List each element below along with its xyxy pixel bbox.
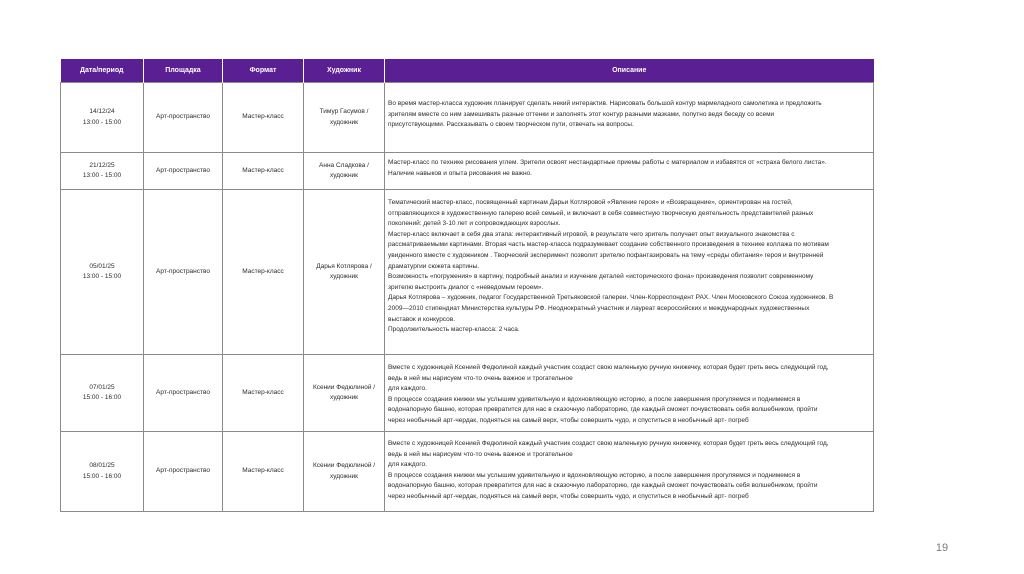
venue-cell: Арт-пространство bbox=[144, 83, 223, 153]
venue-cell: Арт-пространство bbox=[144, 355, 223, 432]
description-line: В процессе создания книжки мы услышим удивительную и вдохновляющую историю, а после завершения прогуляемся и поднимемся в bbox=[388, 395, 801, 403]
description-line: рассматриваемыми картинами. Вторая часть мастер-класса подразумевает создание собственного произведения в технике коллажа по мотивам bbox=[388, 241, 829, 249]
table-row bbox=[61, 432, 874, 512]
description-line: 2009—2010 стипендиат Министерства культуры РФ. Неоднократный участник и лауреат всероссийских и международных художественных bbox=[388, 304, 810, 312]
date-cell bbox=[61, 355, 144, 432]
description-line: для каждого. bbox=[388, 385, 427, 393]
description-line: увиденного вместе с художником . Творческий эксперимент позволит зрителю пофантазировать на тему «среды обитания» героя и внутренней bbox=[388, 251, 824, 259]
date: 21/12/25 bbox=[89, 161, 115, 169]
description-cell bbox=[385, 432, 874, 512]
artist-cell bbox=[304, 83, 385, 153]
time: 15:00 - 16:00 bbox=[82, 394, 122, 401]
date-cell bbox=[61, 190, 144, 355]
description-line: ведь в ней мы нарисуем что-то очень важное и трогательное bbox=[388, 374, 573, 382]
description-line: Тематический мастер-класс, посвященный картинам Дарьи Котляровой «Явление героя» и «Возвращение», ориентирован на гостей, bbox=[388, 199, 793, 206]
description-line: присутствующими. Рассказывать о своем творческом пути, отвечать на вопросы. bbox=[388, 121, 634, 129]
description-line: Мастер-класс включает в себя два этапа: интерактивный игровой, в результате чего зритель получает опыт визуального знакомства с bbox=[388, 230, 795, 238]
format-cell: Мастер-класс bbox=[223, 153, 304, 190]
date: 07/01/25 bbox=[89, 383, 115, 391]
venue-cell: Арт-пространство bbox=[144, 153, 223, 190]
description-line: Наличие навыков и опыта рисования не важно. bbox=[388, 169, 532, 177]
description-line: Мастер-класс по технике рисования углем. Зрители освоят нестандартные приемы работы с материалом и избавятся от «страха белого листа». bbox=[388, 159, 827, 166]
description-line: ведь в ней мы нарисуем что-то очень важное и трогательное bbox=[388, 450, 573, 458]
description-line: Продолжительность мастер-класса: 2 часа. bbox=[388, 326, 520, 334]
date-cell bbox=[61, 83, 144, 153]
artist-name: Ксении Федюлиной / bbox=[312, 462, 376, 469]
date-cell bbox=[61, 153, 144, 190]
time: 13:00 - 15:00 bbox=[82, 172, 122, 179]
description-line: Возможность «погружения» в картину, подробный анализ и изучение деталей «исторического фона» произведения позволит современному bbox=[388, 273, 814, 281]
header-venue: Площадка bbox=[144, 59, 223, 83]
description-line: Во время мастер-класса художник планирует сделать некий интерактив. Нарисовать большой контур мармеладного самолетика и предложить bbox=[388, 100, 822, 107]
artist-cell bbox=[304, 432, 385, 512]
header-description: Описание bbox=[385, 59, 874, 83]
description-line: выставок и конкурсов. bbox=[388, 315, 456, 323]
description-line: зрителям вместе со ним замешивать разные оттенки и заполнять этот контур разными мазками, попутно ведя беседу со всеми bbox=[388, 110, 775, 118]
format-cell: Мастер-класс bbox=[223, 83, 304, 153]
description-line: для каждого. bbox=[388, 461, 427, 469]
artist-cell bbox=[304, 190, 385, 355]
description-line: В процессе создания книжки мы услышим удивительную и вдохновляющую историю, а после завершения прогуляемся и поднимемся в bbox=[388, 471, 801, 479]
header-format: Формат bbox=[223, 59, 304, 83]
date-cell bbox=[61, 432, 144, 512]
description-line: водонапорную башню, которая превратится для нас в сказочную лабораторию, где каждый сможет почувствовать себя волшебником, пройти bbox=[388, 482, 818, 490]
description-cell bbox=[385, 355, 874, 432]
time: 13:00 - 15:00 bbox=[82, 118, 122, 126]
header-artist: Художник bbox=[304, 59, 385, 83]
date: 08/01/25 bbox=[89, 462, 115, 469]
description-line: Дарья Котлярова – художник, педагог Государственной Третьяковской галереи. Член-Корреспондент РАХ. Член Московского Союза художников. В bbox=[388, 294, 834, 302]
description-line: водонапорную башню, которая превратится для нас в сказочную лабораторию, где каждый сможет почувствовать себя волшебником, пройти bbox=[388, 406, 818, 414]
table-header-row bbox=[61, 59, 874, 83]
description-line: отправляющихся в художественную галерею всей семьей, и включает в себя совместную творческую деятельность представителей разных bbox=[388, 209, 814, 217]
table-row bbox=[61, 355, 874, 432]
venue-cell: Арт-пространство bbox=[144, 190, 223, 355]
artist-name: Ксении Федюлиной / bbox=[312, 383, 376, 391]
description-cell bbox=[385, 190, 874, 355]
artist-cell bbox=[304, 153, 385, 190]
description-line: зрителю выстроить диалог с «неведомым героем». bbox=[388, 283, 544, 291]
format-cell: Мастер-класс bbox=[223, 355, 304, 432]
artist-name: Тимур Гасумов / bbox=[319, 108, 369, 115]
artist-role: художник bbox=[329, 273, 359, 280]
description-cell bbox=[385, 153, 874, 190]
format-cell: Мастер-класс bbox=[223, 432, 304, 512]
time: 13:00 - 15:00 bbox=[82, 273, 122, 280]
table-row bbox=[61, 190, 874, 355]
description-line: Вместе с художницей Ксенией Федюлиной каждый участник создаст свою маленькую ручную книжечку, которая будет греть весь следующий год, bbox=[388, 440, 829, 447]
artist-role: художник bbox=[329, 394, 359, 401]
page-number: 19 bbox=[935, 542, 949, 554]
description-line: драматургии сюжета картины. bbox=[388, 262, 480, 270]
artist-name: Дарья Котлярова / bbox=[316, 262, 372, 270]
format-cell: Мастер-класс bbox=[223, 190, 304, 355]
schedule-table bbox=[60, 59, 874, 512]
date: 05/01/25 bbox=[89, 262, 115, 270]
description-cell bbox=[385, 83, 874, 153]
description-line: через необычный арт-чердак, подняться на самый верх, чтобы совершить чудо, и спуститься в необычный арт- погреб bbox=[388, 416, 749, 424]
description-line: Вместе с художницей Ксенией Федюлиной каждый участник создаст свою маленькую ручную книжечку, которая будет греть весь следующий год, bbox=[388, 364, 829, 371]
description-line: поколений: детей 3-10 лет и сопровождающих взрослых. bbox=[388, 220, 561, 228]
venue-cell: Арт-пространство bbox=[144, 432, 223, 512]
description-line: через необычный арт-чердак, подняться на самый верх, чтобы совершить чудо, и спуститься в необычный арт- погреб bbox=[388, 492, 749, 500]
time: 15:00 - 16:00 bbox=[82, 472, 122, 480]
table-row bbox=[61, 83, 874, 153]
artist-role: художник bbox=[329, 118, 359, 126]
table-row bbox=[61, 153, 874, 190]
artist-role: художник bbox=[329, 172, 359, 179]
artist-name: Анна Сладкова / bbox=[319, 161, 369, 169]
artist-role: художник bbox=[329, 472, 359, 480]
artist-cell bbox=[304, 355, 385, 432]
header-date: Дата/период bbox=[61, 59, 144, 83]
date: 14/12/24 bbox=[89, 108, 115, 115]
